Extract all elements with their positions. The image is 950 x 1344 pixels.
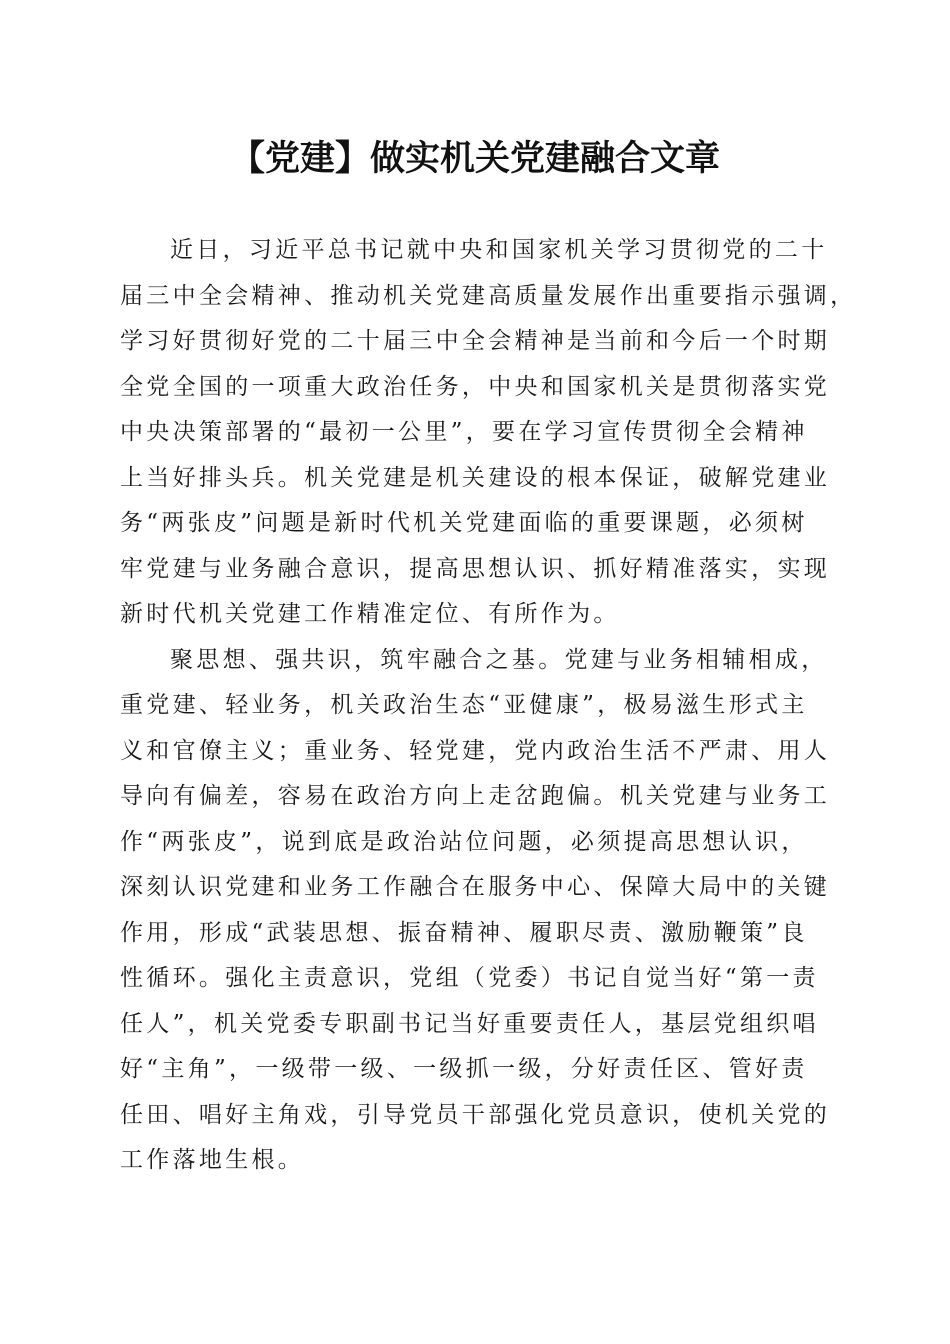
- text-line: 务“两张皮”问题是新时代机关党建面临的重要课题，必须树: [120, 510, 808, 536]
- text-line: 学习好贯彻好党的二十届三中全会精神是当前和今后一个时期: [120, 328, 831, 354]
- text-line: 新时代机关党建工作精准定位、有所作为。: [120, 601, 620, 627]
- text-line: 工作落地生根。: [120, 1147, 305, 1173]
- text-line: 上当好排头兵。机关党建是机关建设的根本保证，破解党建业: [120, 464, 831, 491]
- text-line: 作用，形成“武装思想、振奋精神、履职尽责、激励鞭策”良: [120, 919, 808, 946]
- text-line: 好“主角”，一级带一级、一级抓一级，分好责任区、管好责: [120, 1056, 808, 1082]
- text-line: 性循环。强化主责意识，党组（党委）书记自觉当好“第一责: [120, 965, 819, 991]
- text-line: 近日，习近平总书记就中央和国家机关学习贯彻党的二十: [170, 237, 828, 263]
- text-line: 任田、唱好主角戏，引导党员干部强化党员意识，使机关党的: [120, 1101, 831, 1128]
- text-line: 任人”，机关党委专职副书记当好重要责任人，基层党组织唱: [120, 1010, 819, 1037]
- text-line: 中央决策部署的“最初一公里”，要在学习宣传贯彻全会精神: [120, 419, 808, 445]
- paragraph-2: [120, 638, 830, 1184]
- text-line: 届三中全会精神、推动机关党建高质量发展作出重要指示强调，: [120, 282, 857, 309]
- text-line: 重党建、轻业务，机关政治生态“亚健康”，极易滋生形式主: [120, 692, 808, 718]
- page-title: 【党建】做实机关党建融合文章: [229, 138, 720, 179]
- text-line: 牢党建与业务融合意识，提高思想认识、抓好精准落实，实现: [120, 555, 831, 582]
- text-line: 义和官僚主义；重业务、轻党建，党内政治生活不严肃、用人: [120, 737, 831, 764]
- paragraph-1: [120, 228, 857, 638]
- text-line: 全党全国的一项重大政治任务，中央和国家机关是贯彻落实党: [120, 373, 831, 400]
- text-line: 深刻认识党建和业务工作融合在服务中心、保障大局中的关键: [120, 874, 831, 900]
- text-line: 导向有偏差，容易在政治方向上走岔跑偏。机关党建与业务工: [120, 783, 831, 809]
- text-line: 聚思想、强共识，筑牢融合之基。党建与业务相辅相成，: [170, 646, 828, 673]
- text-line: 作“两张皮”，说到底是政治站位问题，必须提高思想认识，: [120, 828, 808, 855]
- article-body: [120, 228, 857, 1184]
